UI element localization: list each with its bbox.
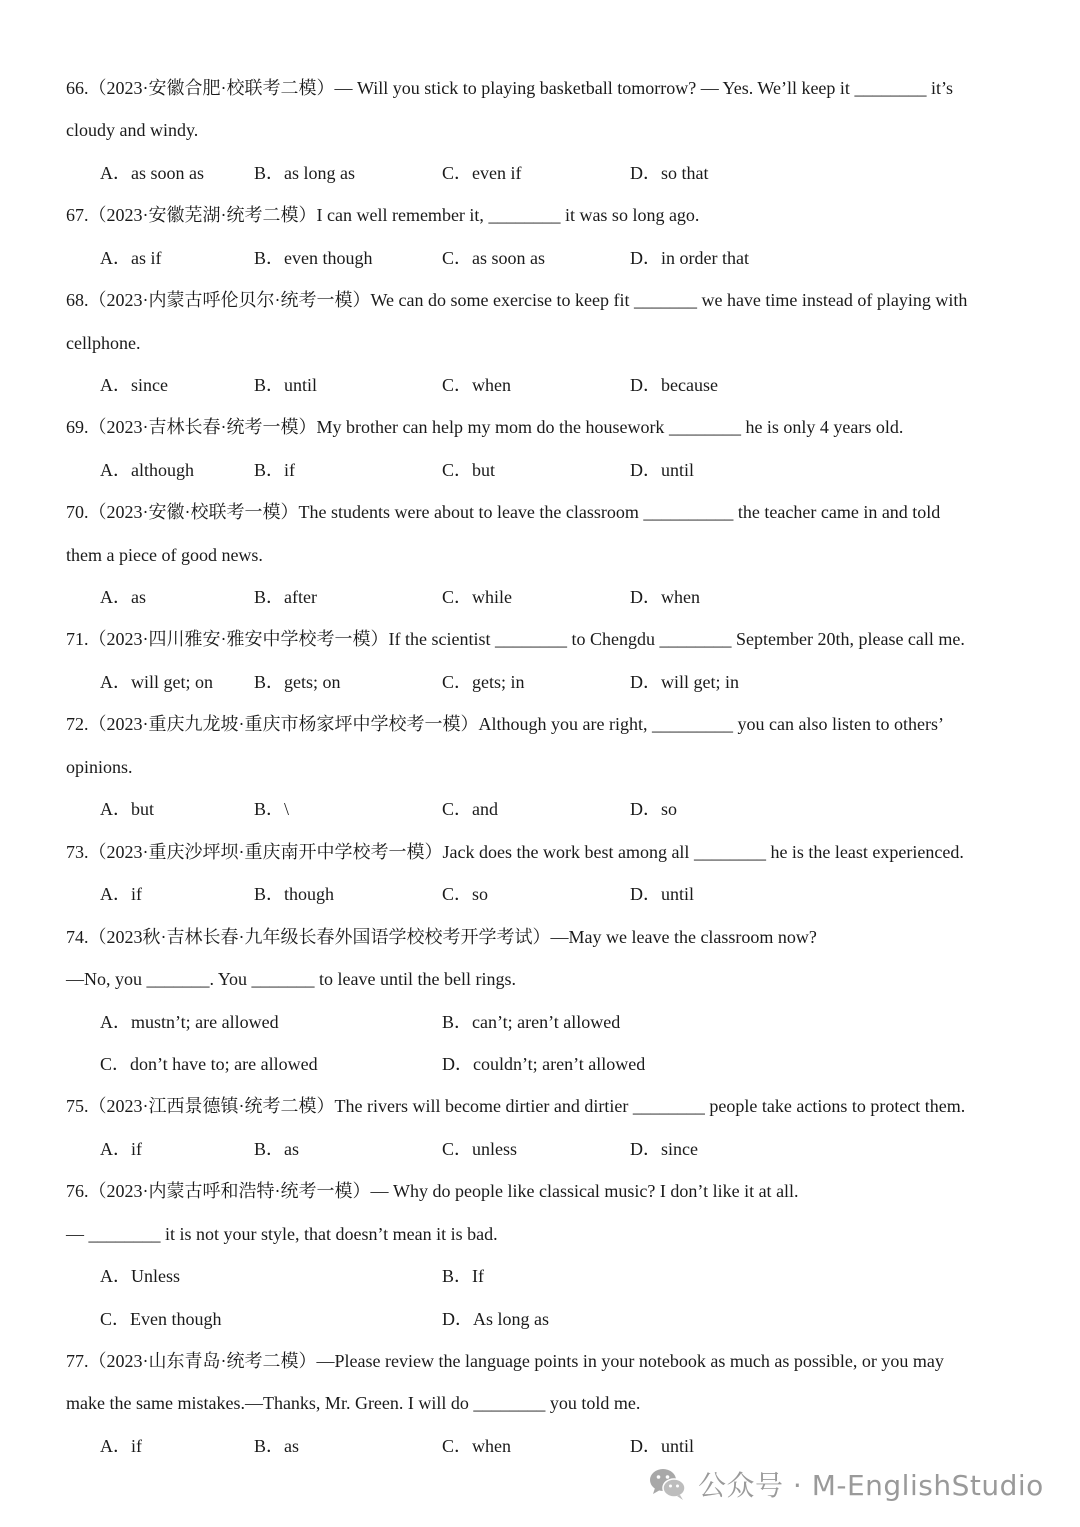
option-d: D．since bbox=[630, 1139, 698, 1159]
question-text: it is not your style, that doesn’t mean it is bad. bbox=[160, 1224, 498, 1244]
option-d: D．until bbox=[630, 460, 695, 480]
option-c: C．so bbox=[442, 884, 489, 904]
question-source: （2023·安徽·校联考一模） bbox=[88, 502, 299, 522]
question-text: he is only 4 years old. bbox=[740, 417, 904, 437]
options-69 bbox=[66, 458, 1020, 482]
question-source: （2023·山东青岛·统考二模） bbox=[88, 1351, 317, 1371]
options-76-row2 bbox=[66, 1307, 1020, 1331]
option-a: A．mustn’t; are allowed bbox=[100, 1012, 279, 1032]
options-72 bbox=[66, 797, 1020, 821]
question-text: Although you are right, bbox=[478, 714, 652, 734]
question-66 bbox=[66, 76, 1020, 100]
question-source: （2023·内蒙古呼伦贝尔·统考一模） bbox=[88, 290, 371, 310]
question-number: 70. bbox=[66, 502, 89, 522]
question-source: （2023·重庆沙坪坝·重庆南开中学校考一模） bbox=[88, 842, 443, 862]
question-continuation: them a piece of good news. bbox=[66, 545, 263, 565]
answer-blank: ________ bbox=[854, 78, 927, 98]
option-b: B．as bbox=[254, 1436, 299, 1456]
question-text: he is the least experienced. bbox=[765, 842, 964, 862]
answer-blank: _______ bbox=[633, 290, 697, 310]
question-69 bbox=[66, 415, 1020, 439]
question-text: September 20th, please call me. bbox=[731, 629, 965, 649]
answer-blank: __________ bbox=[643, 502, 734, 522]
question-text: it’s bbox=[926, 78, 953, 98]
option-a: A．although bbox=[100, 460, 194, 480]
question-text: —May we leave the classroom now? bbox=[550, 927, 817, 947]
question-67 bbox=[66, 203, 1020, 227]
options-71 bbox=[66, 670, 1020, 694]
answer-blank: ________ bbox=[488, 205, 561, 225]
question-73 bbox=[66, 840, 1020, 864]
question-text: —No, you bbox=[66, 969, 147, 989]
question-continuation: opinions. bbox=[66, 757, 133, 777]
option-b: B．as bbox=[254, 1139, 299, 1159]
option-a: A．but bbox=[100, 799, 154, 819]
options-67 bbox=[66, 246, 1020, 270]
question-number: 71. bbox=[66, 629, 89, 649]
option-a: A．since bbox=[100, 375, 168, 395]
options-74-row1 bbox=[66, 1010, 1020, 1034]
question-text: The rivers will become dirtier and dirtier bbox=[334, 1096, 633, 1116]
question-source: （2023秋·吉林长春·九年级长春外国语学校校考开学考试） bbox=[88, 927, 551, 947]
option-d: D．when bbox=[630, 587, 700, 607]
question-source: （2023·重庆九龙坡·重庆市杨家坪中学校考一模） bbox=[88, 714, 479, 734]
question-number: 66. bbox=[66, 78, 89, 98]
question-text: to Chengdu bbox=[566, 629, 660, 649]
option-c: C．while bbox=[442, 587, 512, 607]
question-70 bbox=[66, 500, 1020, 524]
question-text: If the scientist bbox=[388, 629, 495, 649]
option-b: B．even though bbox=[254, 248, 373, 268]
answer-blank: ________ bbox=[494, 629, 567, 649]
options-68 bbox=[66, 373, 1020, 397]
option-b: B．can’t; aren’t allowed bbox=[442, 1012, 621, 1032]
watermark-text: 公众号 · M-EnglishStudio bbox=[698, 1469, 1044, 1502]
option-d: D．until bbox=[630, 884, 695, 904]
question-number: 77. bbox=[66, 1351, 89, 1371]
question-text: people take actions to protect them. bbox=[704, 1096, 966, 1116]
options-75 bbox=[66, 1137, 1020, 1161]
question-number: 67. bbox=[66, 205, 89, 225]
option-a: A．as soon as bbox=[100, 163, 204, 183]
option-c: C．don’t have to; are allowed bbox=[100, 1054, 318, 1074]
question-text: —Please review the language points in your notebook as much as possible, or you may bbox=[316, 1351, 944, 1371]
answer-blank: ________ bbox=[693, 842, 766, 862]
question-continuation bbox=[66, 1391, 1020, 1415]
option-c: C．when bbox=[442, 1436, 511, 1456]
option-b: B．though bbox=[254, 884, 335, 904]
question-source: （2023·四川雅安·雅安中学校考一模） bbox=[88, 629, 389, 649]
option-d: D．until bbox=[630, 1436, 695, 1456]
options-74-row2 bbox=[66, 1052, 1020, 1076]
question-continuation bbox=[66, 967, 1020, 991]
question-source: （2023·安徽合肥·校联考二模） bbox=[88, 78, 335, 98]
answer-blank: ________ bbox=[659, 629, 732, 649]
option-a: A．if bbox=[100, 1436, 142, 1456]
question-text: make the same mistakes.—Thanks, Mr. Green. I will do bbox=[66, 1393, 474, 1413]
answer-blank: ________ bbox=[668, 417, 741, 437]
question-number: 68. bbox=[66, 290, 89, 310]
option-d: D．in order that bbox=[630, 248, 749, 268]
option-a: A．as if bbox=[100, 248, 162, 268]
question-text: . You bbox=[209, 969, 252, 989]
answer-blank: _______ bbox=[146, 969, 210, 989]
option-c: C．as soon as bbox=[442, 248, 545, 268]
options-66 bbox=[66, 161, 1020, 185]
question-source: （2023·吉林长春·统考一模） bbox=[88, 417, 317, 437]
question-text: We can do some exercise to keep fit bbox=[370, 290, 634, 310]
question-number: 75. bbox=[66, 1096, 89, 1116]
question-number: 76. bbox=[66, 1181, 89, 1201]
question-text: Jack does the work best among all bbox=[442, 842, 694, 862]
question-text: we have time instead of playing with bbox=[696, 290, 968, 310]
option-c: C．unless bbox=[442, 1139, 518, 1159]
option-a: A．as bbox=[100, 587, 146, 607]
question-74 bbox=[66, 925, 1020, 949]
option-d: D．couldn’t; aren’t allowed bbox=[442, 1054, 646, 1074]
answer-blank: ________ bbox=[473, 1393, 546, 1413]
answer-blank: _________ bbox=[651, 714, 733, 734]
question-text: — bbox=[66, 1224, 89, 1244]
option-a: A．Unless bbox=[100, 1266, 180, 1286]
question-source: （2023·江西景德镇·统考二模） bbox=[88, 1096, 335, 1116]
option-b: B．gets; on bbox=[254, 672, 341, 692]
option-c: C．and bbox=[442, 799, 498, 819]
question-text: The students were about to leave the classroom bbox=[298, 502, 644, 522]
question-source: （2023·内蒙古呼和浩特·统考一模） bbox=[88, 1181, 371, 1201]
options-73 bbox=[66, 882, 1020, 906]
question-text: to leave until the bell rings. bbox=[314, 969, 516, 989]
answer-blank: ________ bbox=[88, 1224, 161, 1244]
answer-blank: ________ bbox=[632, 1096, 705, 1116]
option-b: B．until bbox=[254, 375, 318, 395]
question-continuation: cellphone. bbox=[66, 333, 141, 353]
answer-blank: _______ bbox=[251, 969, 315, 989]
question-text: the teacher came in and told bbox=[733, 502, 941, 522]
option-a: A．if bbox=[100, 884, 142, 904]
question-76 bbox=[66, 1179, 1020, 1203]
option-c: C．but bbox=[442, 460, 496, 480]
wechat-watermark bbox=[648, 1464, 1044, 1504]
question-number: 74. bbox=[66, 927, 89, 947]
option-a: A．will get; on bbox=[100, 672, 213, 692]
question-text: you can also listen to others’ bbox=[732, 714, 944, 734]
question-text: it was so long ago. bbox=[560, 205, 700, 225]
question-text: I can well remember it, bbox=[316, 205, 489, 225]
question-text: — Will you stick to playing basketball tomorrow? — Yes. We’ll keep it bbox=[334, 78, 855, 98]
option-d: D．so that bbox=[630, 163, 709, 183]
option-d: D．As long as bbox=[442, 1309, 549, 1329]
question-continuation: cloudy and windy. bbox=[66, 120, 199, 140]
question-75 bbox=[66, 1094, 1020, 1118]
option-b: B．\ bbox=[254, 799, 290, 819]
question-72 bbox=[66, 712, 1020, 736]
question-number: 69. bbox=[66, 417, 89, 437]
question-source: （2023·安徽芜湖·统考二模） bbox=[88, 205, 317, 225]
question-71 bbox=[66, 627, 1020, 651]
question-text: My brother can help my mom do the housework bbox=[316, 417, 669, 437]
option-c: C．gets; in bbox=[442, 672, 525, 692]
options-77 bbox=[66, 1434, 1020, 1458]
option-b: B．If bbox=[442, 1266, 484, 1286]
question-continuation bbox=[66, 1222, 1020, 1246]
wechat-icon bbox=[648, 1466, 688, 1502]
question-68 bbox=[66, 288, 1020, 312]
option-c: C．when bbox=[442, 375, 511, 395]
question-77 bbox=[66, 1349, 1020, 1373]
option-a: A．if bbox=[100, 1139, 142, 1159]
question-number: 72. bbox=[66, 714, 89, 734]
question-number: 73. bbox=[66, 842, 89, 862]
option-d: D．will get; in bbox=[630, 672, 739, 692]
option-c: C．Even though bbox=[100, 1309, 222, 1329]
options-70 bbox=[66, 585, 1020, 609]
options-76-row1 bbox=[66, 1264, 1020, 1288]
option-b: B．if bbox=[254, 460, 296, 480]
question-text: you told me. bbox=[545, 1393, 641, 1413]
option-b: B．after bbox=[254, 587, 317, 607]
option-d: D．so bbox=[630, 799, 678, 819]
question-text: — Why do people like classical music? I don’t like it at all. bbox=[370, 1181, 799, 1201]
option-d: D．because bbox=[630, 375, 718, 395]
option-c: C．even if bbox=[442, 163, 522, 183]
option-b: B．as long as bbox=[254, 163, 355, 183]
